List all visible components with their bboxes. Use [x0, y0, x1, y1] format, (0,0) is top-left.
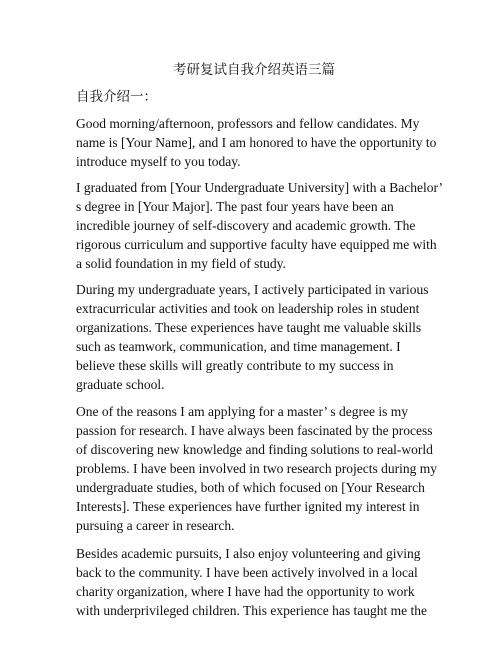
text-line: a solid foundation in my field of study. [76, 256, 286, 271]
text-line: graduate school. [76, 377, 165, 392]
paragraph-activities [76, 280, 432, 394]
text-line: back to the community. I have been actively involved in a local [76, 565, 418, 580]
text-line: incredible journey of self-discovery and academic growth. The [76, 218, 416, 233]
text-line: One of the reasons I am applying for a master’ s degree is my [76, 404, 409, 419]
paragraph-volunteering [76, 544, 432, 620]
text-line: such as teamwork, communication, and time management. I [76, 339, 401, 354]
text-line: pursuing a career in research. [76, 518, 235, 533]
paragraph-research [76, 402, 438, 535]
document-title: 考研复试自我介绍英语三篇 [173, 62, 335, 77]
text-line: During my undergraduate years, I actively participated in various [76, 282, 429, 297]
paragraph-education [76, 178, 444, 273]
text-line: Good morning/afternoon, professors and fellow candidates. My [76, 116, 420, 131]
text-line: passion for research. I have always been fascinated by the process [76, 423, 433, 438]
text-line: of discovering new knowledge and finding solutions to real-world [76, 442, 433, 457]
text-line: charity organization, where I have had the opportunity to work [76, 584, 415, 599]
text-line: s degree in [Your Major]. The past four years have been an [76, 199, 394, 214]
text-line: I graduated from [Your Undergraduate University] with a Bachelor’ [76, 180, 444, 195]
text-line: Interests]. These experiences have further ignited my interest in [76, 499, 420, 514]
text-line: extracurricular activities and took on leadership roles in student [76, 301, 420, 316]
text-line: believe these skills will greatly contribute to my success in [76, 358, 394, 373]
text-line: with underprivileged children. This experience has taught me the [76, 603, 428, 618]
section-heading: 自我介绍一： [76, 89, 157, 104]
text-line: Besides academic pursuits, I also enjoy volunteering and giving [76, 546, 421, 561]
text-line: problems. I have been involved in two research projects during my [76, 461, 438, 476]
paragraph-greeting [76, 114, 437, 171]
text-line: organizations. These experiences have taught me valuable skills [76, 320, 422, 335]
text-line: name is [Your Name], and I am honored to have the opportunity to [76, 135, 437, 150]
text-line: undergraduate studies, both of which focused on [Your Research [76, 480, 425, 495]
text-line: introduce myself to you today. [76, 154, 241, 169]
text-line: rigorous curriculum and supportive faculty have equipped me with [76, 237, 437, 252]
